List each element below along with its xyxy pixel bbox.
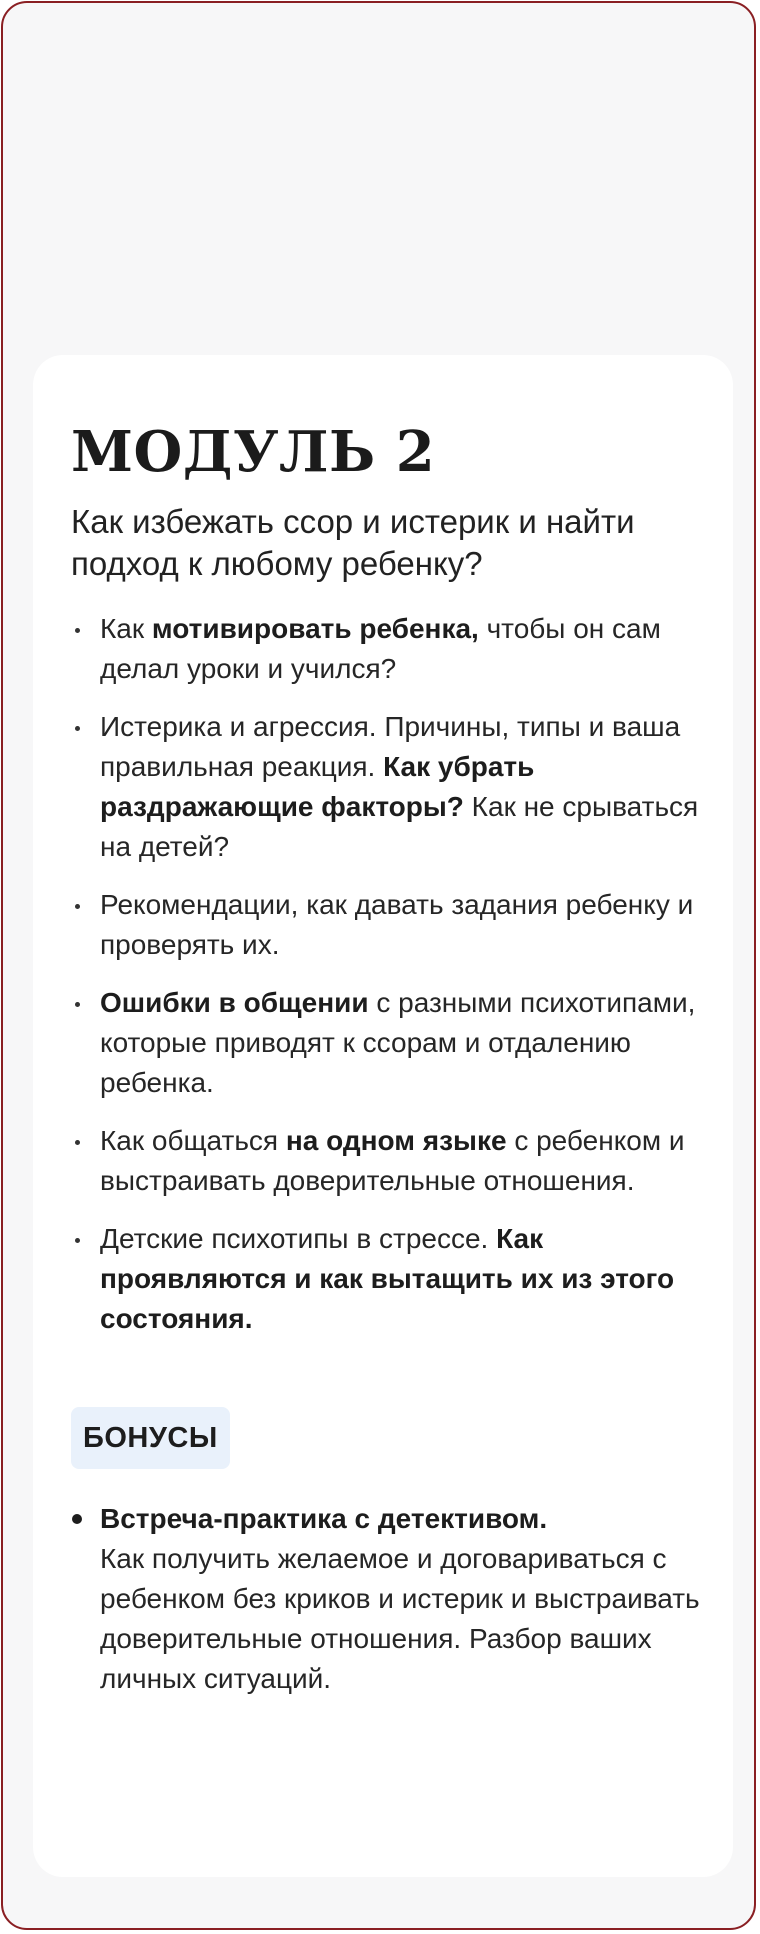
bonus-item-title: Встреча-практика с детективом. bbox=[100, 1503, 548, 1534]
bonus-item-text: Как получить желаемое и договариваться с ребенком без криков и истерик и выстраивать доверительные отношения. Разбор ваших личных ситуаций. bbox=[100, 1543, 700, 1694]
topic-item bbox=[71, 885, 700, 965]
bonus-item bbox=[71, 1499, 700, 1699]
topic-text: Детские психотипы в стрессе. bbox=[100, 1223, 497, 1254]
topic-item bbox=[71, 983, 700, 1103]
bonus-badge: БОНУСЫ bbox=[71, 1407, 230, 1469]
topic-list bbox=[71, 609, 699, 1339]
module-subtitle: Как избежать ссор и истерик и найти подход к любому ребенку? bbox=[71, 503, 635, 582]
topic-highlight: Как убрать раздражающие факторы? bbox=[100, 751, 535, 822]
topic-item bbox=[71, 1219, 700, 1339]
module-card bbox=[33, 355, 733, 1877]
topic-text: Как bbox=[100, 613, 152, 644]
topic-item bbox=[71, 707, 700, 867]
topic-highlight: Ошибки в общении bbox=[100, 987, 369, 1018]
topic-text: Как общаться bbox=[100, 1125, 286, 1156]
topic-text: Как не срываться на детей? bbox=[100, 791, 699, 862]
topic-text: Истерика и агрессия. Причины, типы и ваша правильная реакция. bbox=[100, 711, 681, 782]
topic-highlight: Как проявляются и как вытащить их из этого состояния. bbox=[100, 1223, 675, 1334]
page-frame bbox=[1, 1, 756, 1930]
module-title: МОДУЛЬ 2 bbox=[71, 419, 436, 485]
topic-text: чтобы он сам делал уроки и учился? bbox=[100, 613, 661, 684]
topic-text: с разными психотипами, которые приводят к ссорам и отдалению ребенка. bbox=[100, 987, 696, 1098]
bonus-list bbox=[71, 1499, 700, 1699]
topic-item bbox=[71, 1121, 700, 1201]
topic-highlight: мотивировать ребенка, bbox=[151, 613, 479, 644]
topic-text: с ребенком и выстраивать доверительные отношения. bbox=[100, 1125, 685, 1196]
topic-text: Рекомендации, как давать задания ребенку и проверять их. bbox=[100, 889, 694, 960]
topic-highlight: на одном языке bbox=[285, 1125, 507, 1156]
topic-item bbox=[71, 609, 700, 689]
